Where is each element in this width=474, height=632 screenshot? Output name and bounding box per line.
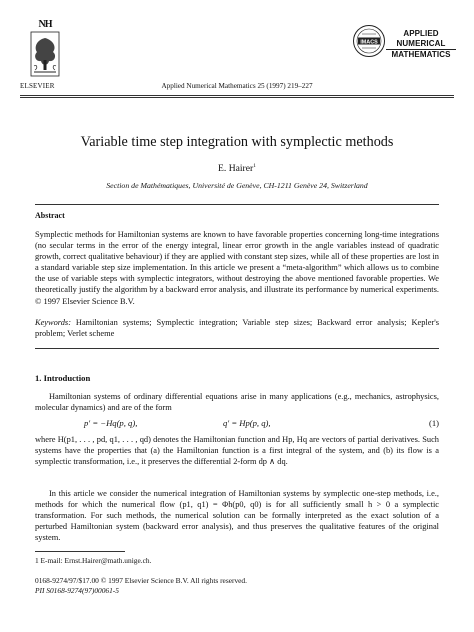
footnote: 1 E-mail: Ernst.Hairer@math.unige.ch. bbox=[35, 556, 152, 565]
keywords bbox=[35, 317, 439, 339]
author-affiliation: Section de Mathématiques, Université de Genève, CH-1211 Genève 24, Switzerland bbox=[106, 181, 368, 190]
journal-name-line: APPLIED bbox=[403, 29, 439, 38]
author-footnote-marker: 1 bbox=[253, 163, 256, 169]
journal-name-line: NUMERICAL bbox=[396, 39, 446, 48]
equation-left: p′ = −Hq(p, q), bbox=[84, 418, 138, 428]
footnote-rule bbox=[35, 551, 125, 552]
abstract-bottom-rule bbox=[35, 348, 439, 349]
author-name: E. Hairer bbox=[218, 163, 254, 174]
imacs-seal-icon bbox=[352, 24, 386, 58]
keywords-list: Hamiltonian systems; Symplectic integration; Variable step sizes; Backward error analysis; Kepler's problem; Verlet scheme bbox=[35, 318, 440, 339]
abstract-text: Symplectic methods for Hamiltonian systems are known to have favorable properties concerning long-time integrations (no secular terms in the error of the energy integral, linear error growth in the angle variables instead of quadratic growth, correct qualitative behaviour) if they are applied with constant step sizes, while all of these properties are lost in a standard variable step size implementation. In this article we present a “meta-algorithm” which allows us to combine the use of variable steps with symplectic integrators, without destroying the above mentioned favorable properties. We theoretically justify the algorithm by a backward error analysis, and illustrate its performance by numerical experiments. © 1997 Elsevier Science B.V. bbox=[35, 230, 439, 306]
article-title: Variable time step integration with symplectic methods bbox=[80, 134, 394, 150]
intro-paragraph: where H(p1, . . . , pd, q1, . . . , qd) denotes the Hamiltonian function and Hp, Hq are vectors of partial derivatives. Such systems have the properties that (a) the Hamiltonian function is a first integral of the system, and (b) its flow is a symplectic transformation, i.e., it preserves the differential 2-form dp ∧ dq. bbox=[35, 435, 439, 467]
section-heading: 1. Introduction bbox=[35, 373, 91, 383]
publisher-mark: NH bbox=[38, 19, 52, 30]
copyright-line: 0168-9274/97/$17.00 © 1997 Elsevier Science B.V. All rights reserved. bbox=[35, 576, 247, 585]
abstract-top-rule bbox=[35, 204, 439, 205]
intro-paragraph: Hamiltonian systems of ordinary differential equations arise in many applications (e.g., mechanics, astrophysics, molecular dynamics) and are of the form bbox=[35, 392, 439, 413]
journal-name bbox=[386, 29, 456, 60]
keywords-label: Keywords: bbox=[35, 318, 71, 327]
journal-name-line: MATHEMATICS bbox=[386, 49, 456, 60]
journal-citation: Applied Numerical Mathematics 25 (1997) 219–227 bbox=[161, 82, 313, 90]
pii-line: PII S0168-9274(97)00061-5 bbox=[35, 586, 119, 595]
journal-logo bbox=[352, 20, 452, 92]
equation-1 bbox=[35, 418, 439, 430]
header-rule bbox=[20, 97, 454, 98]
equation-right: q′ = Hp(p, q), bbox=[223, 418, 271, 428]
abstract-heading: Abstract bbox=[35, 211, 65, 220]
tree-emblem-icon bbox=[28, 30, 62, 80]
intro-paragraph: In this article we consider the numerical integration of Hamiltonian systems by symplectic one-step methods, i.e., methods for which the numerical flow (p1, q1) = Φh(p0, q0) is for all sufficiently small h > 0 a symplectic transformation. For such methods, the numerical solution can be formally interpreted as the exact solution of a perturbed Hamiltonian system (backward error analysis), and thus preserves the qualitative features of the original system. bbox=[35, 489, 439, 543]
equation-number: (1) bbox=[428, 418, 439, 428]
author-line bbox=[0, 163, 474, 174]
publisher-logo bbox=[28, 20, 62, 86]
seal-label: IMACS bbox=[360, 39, 378, 46]
header-rule bbox=[20, 95, 454, 96]
publisher-name: ELSEVIER bbox=[20, 82, 55, 90]
